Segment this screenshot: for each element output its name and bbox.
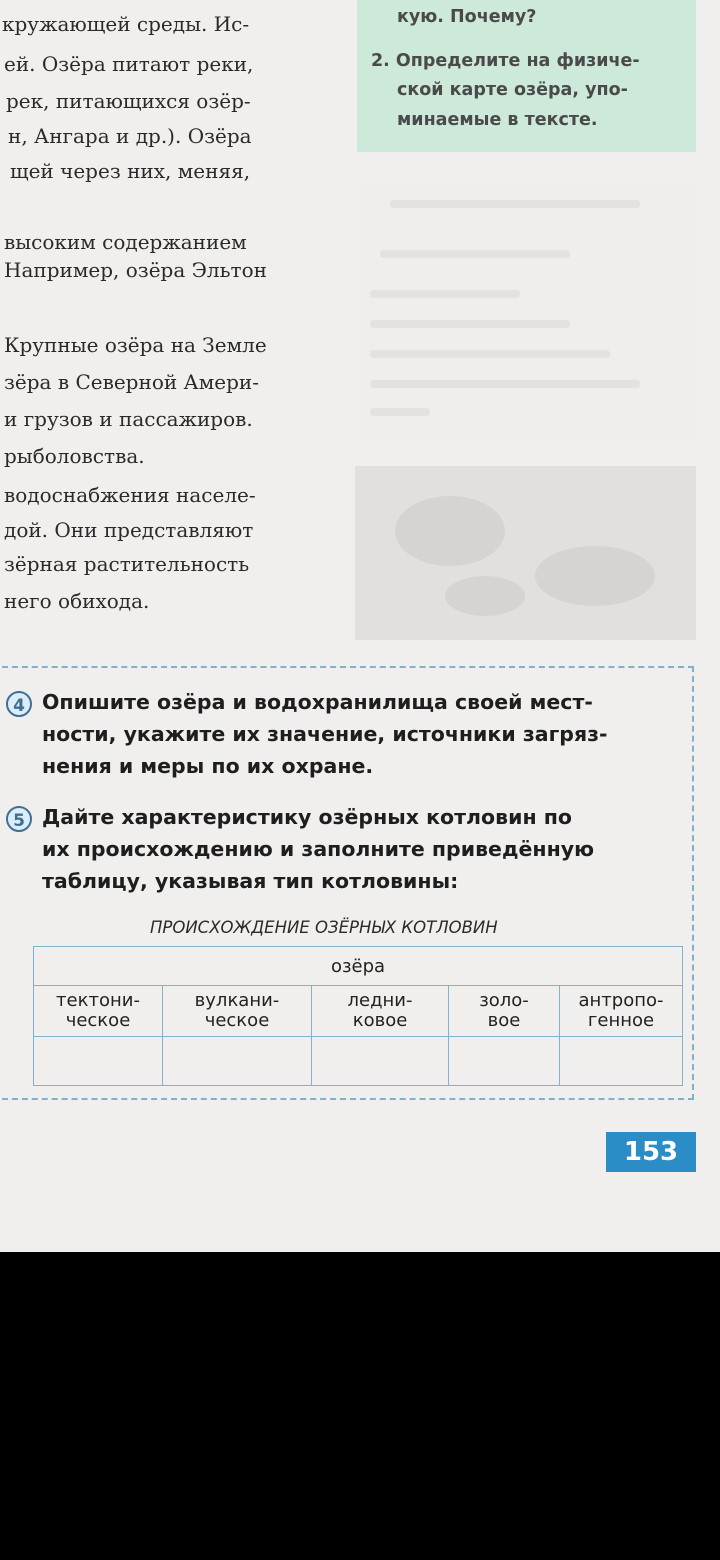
text-line: зёра в Северной Амери- [4, 370, 259, 394]
faded-illustration [355, 466, 696, 640]
question-line: кую. Почему? [397, 7, 537, 27]
text-line: водоснабжения населе- [4, 483, 256, 507]
text-line: него обихода. [4, 589, 150, 613]
text-line: рек, питающихся озёр- [6, 89, 251, 113]
task-number-badge: 4 [6, 691, 32, 717]
question-line: минаемые в тексте. [397, 110, 598, 130]
task-line: их происхождению и заполните приведённую [42, 837, 595, 861]
column-header-tectonic: тектони- ческое [34, 986, 163, 1037]
task-line: Опишите озёра и водохранилища своей мест- [42, 690, 593, 714]
text-line: и грузов и пассажиров. [4, 407, 253, 431]
text-line: Например, озёра Эльтон [4, 258, 267, 282]
task-line: нения и меры по их охране. [42, 754, 374, 778]
column-header-anthropogenic: антропо- генное [560, 986, 683, 1037]
questions-box [357, 0, 696, 152]
task-line: таблицу, указывая тип котловины: [42, 869, 459, 893]
empty-answer-cell[interactable] [163, 1037, 312, 1086]
table-title: ПРОИСХОЖДЕНИЕ ОЗЁРНЫХ КОТЛОВИН [150, 918, 498, 937]
text-line: рыболовства. [4, 444, 145, 468]
column-header-ash: золо- вое [449, 986, 560, 1037]
text-line: дой. Они представляют [4, 518, 254, 542]
empty-answer-cell[interactable] [449, 1037, 560, 1086]
table-group-header: озёра [34, 947, 683, 986]
faded-sidebar-text [360, 180, 696, 440]
text-line: щей через них, меняя, [10, 159, 251, 183]
question-line: 2. Определите на физиче- [371, 51, 640, 71]
empty-answer-cell[interactable] [560, 1037, 683, 1086]
lake-basins-table [33, 946, 683, 1086]
page-number: 153 [606, 1132, 696, 1172]
text-line: н, Ангара и др.). Озёра [8, 124, 252, 148]
text-line: кружающей среды. Ис- [2, 12, 250, 36]
text-line: Крупные озёра на Земле [4, 333, 267, 357]
empty-answer-cell[interactable] [312, 1037, 449, 1086]
empty-answer-cell[interactable] [34, 1037, 163, 1086]
task-number-badge: 5 [6, 806, 32, 832]
text-line: зёрная растительность [4, 552, 250, 576]
column-header-glacial: ледни- ковое [312, 986, 449, 1037]
text-line: ей. Озёра питают реки, [4, 52, 254, 76]
question-line: ской карте озёра, упо- [397, 80, 628, 100]
task-line: Дайте характеристику озёрных котловин по [42, 805, 572, 829]
column-header-volcanic: вулкани- ческое [163, 986, 312, 1037]
task-line: ности, укажите их значение, источники загряз- [42, 722, 608, 746]
text-line: высоким содержанием [4, 230, 247, 254]
